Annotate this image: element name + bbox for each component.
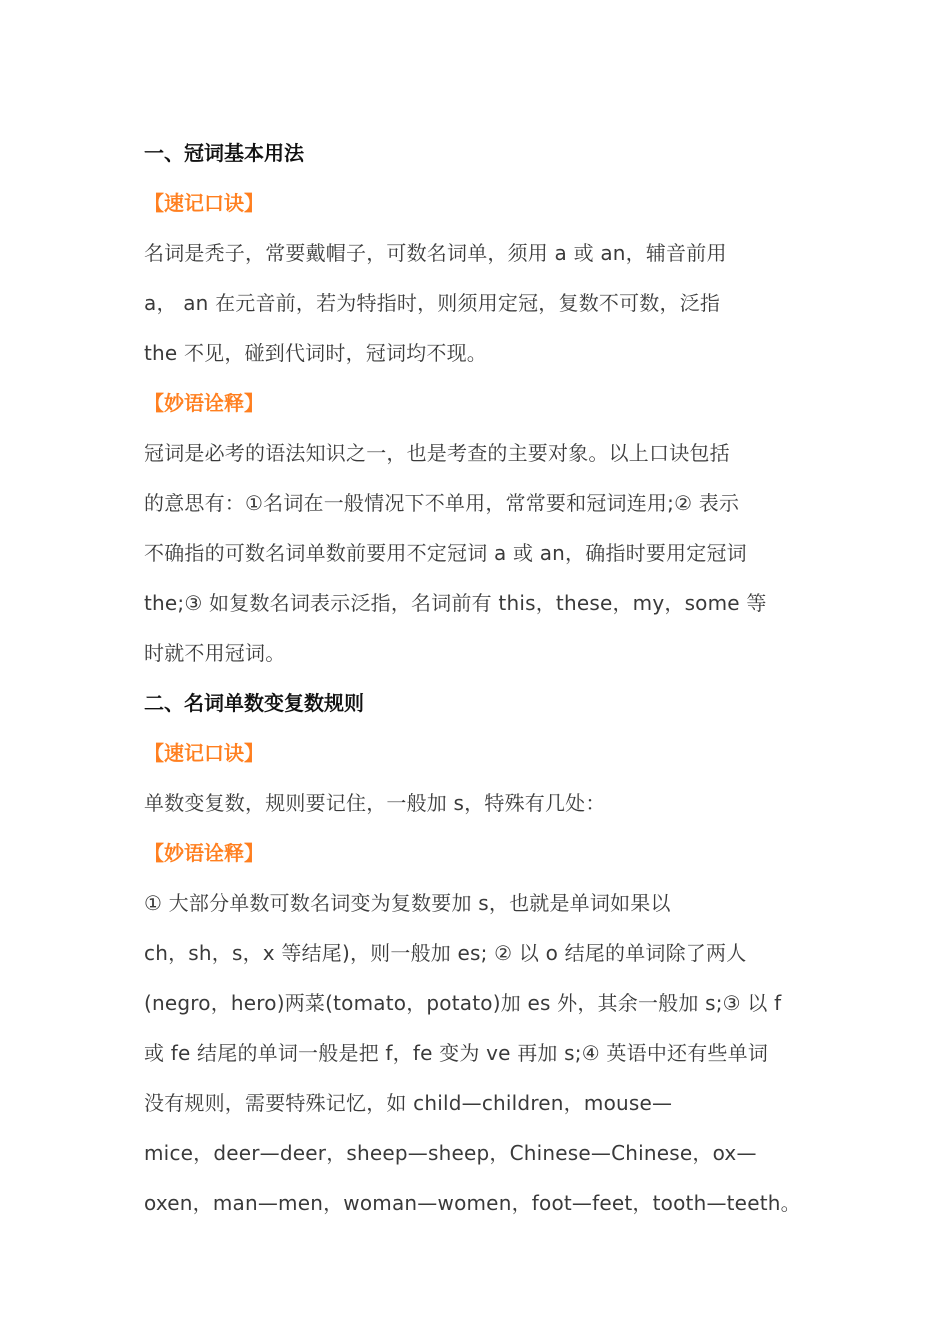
section-1-mnemonic-tag: 【速记口诀】 (144, 191, 264, 215)
section-1-explain-line: 时就不用冠词。 (144, 641, 286, 665)
section-2-mnemonic-tag: 【速记口诀】 (144, 741, 264, 765)
section-1-heading: 一、冠词基本用法 (144, 141, 304, 165)
section-1-mnemonic-line: a， an 在元音前，若为特指时，则须用定冠，复数不可数，泛指 (144, 291, 721, 315)
section-1-mnemonic-line: the 不见，碰到代词时，冠词均不现。 (144, 341, 487, 365)
section-2-explain-line: 或 fe 结尾的单词一般是把 f，fe 变为 ve 再加 s;④ 英语中还有些单词 (144, 1041, 769, 1065)
section-2-heading: 二、名词单数变复数规则 (144, 691, 364, 715)
section-2-explain-line: 没有规则，需要特殊记忆，如 child—children，mouse— (144, 1091, 673, 1115)
section-1-explain-line: the;③ 如复数名词表示泛指，名词前有 this，these，my，some 等 (144, 591, 767, 615)
section-2-explain-line: (negro，hero)两菜(tomato，potato)加 es 外，其余一般加 s;③ 以 f (144, 991, 782, 1015)
section-1-explain-line: 不确指的可数名词单数前要用不定冠词 a 或 an，确指时要用定冠词 (144, 541, 747, 565)
section-2-explain-line: mice，deer—deer，sheep—sheep，Chinese—Chinese，ox— (144, 1141, 757, 1165)
section-2-explain-line: ch，sh，s，x 等结尾)，则一般加 es; ② 以 o 结尾的单词除了两人 (144, 941, 747, 965)
section-1-explain-tag: 【妙语诠释】 (144, 391, 264, 415)
section-2-explain-line: oxen，man—men，woman—women，foot—feet，tooth—teeth。 (144, 1191, 801, 1215)
section-2-explain-tag: 【妙语诠释】 (144, 841, 264, 865)
section-1-explain-line: 的意思有：①名词在一般情况下不单用，常常要和冠词连用;② 表示 (144, 491, 740, 515)
section-1-explain-line: 冠词是必考的语法知识之一，也是考查的主要对象。以上口诀包括 (144, 441, 730, 465)
section-1-mnemonic-line: 名词是秃子，常要戴帽子，可数名词单，须用 a 或 an，辅音前用 (144, 241, 727, 265)
section-2-explain-line: ① 大部分单数可数名词变为复数要加 s，也就是单词如果以 (144, 891, 671, 915)
section-2-mnemonic-line: 单数变复数，规则要记住，一般加 s，特殊有几处： (144, 791, 606, 815)
document-page (144, 128, 809, 1228)
